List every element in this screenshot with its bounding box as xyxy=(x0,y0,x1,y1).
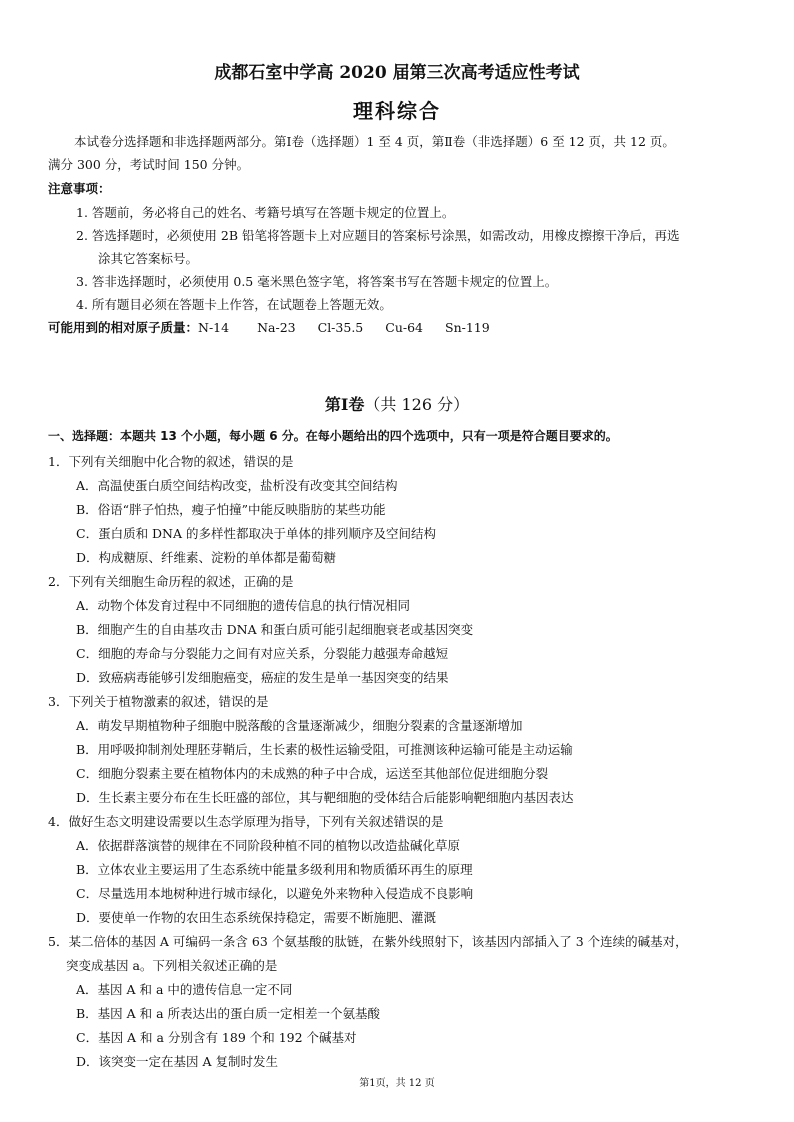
question-option: C．细胞分裂素主要在植物体内的未成熟的种子中合成，运送至其他部位促进细胞分裂 xyxy=(76,766,549,781)
question-option: B．立体农业主要运用了生态系统中能量多级利用和物质循环再生的原理 xyxy=(76,862,473,877)
atomic-mass-line xyxy=(48,316,490,339)
question-option: A．动物个体发育过程中不同细胞的遗传信息的执行情况相同 xyxy=(76,598,411,613)
notes-heading: 注意事项： xyxy=(48,181,111,196)
atomic-mass-value: N-14 xyxy=(198,320,230,335)
question-option: D．构成糖原、纤维素、淀粉的单体都是葡萄糖 xyxy=(76,550,337,565)
notes-item-continuation: 涂其它答案标号。 xyxy=(98,251,199,266)
notes-item: 4. 所有题目必须在答题卡上作答，在试题卷上答题无效。 xyxy=(76,297,392,312)
question-option: D．要使单一作物的农田生态系统保持稳定，需要不断施肥、灌溉 xyxy=(76,910,437,925)
section-title: 第Ⅰ卷 xyxy=(324,395,365,414)
atomic-mass-label: 可能用到的相对原子质量： xyxy=(48,320,199,335)
atomic-mass-value: Cu-64 xyxy=(385,320,423,335)
exam-subject: 理科综合 xyxy=(353,99,441,123)
notes-item: 3. 答非选择题时，必须使用 0.5 毫米黑色签字笔，将答案书写在答题卡规定的位置上。 xyxy=(76,274,558,289)
question-option: C．基因 A 和 a 分别含有 189 个和 192 个碱基对 xyxy=(76,1030,357,1045)
atomic-mass-value: Na-23 xyxy=(257,320,296,335)
question-stem: 3．下列关于植物激素的叙述，错误的是 xyxy=(48,694,269,709)
atomic-mass-value: Sn-119 xyxy=(445,320,490,335)
question-stem-continuation: 突变成基因 a。下列相关叙述正确的是 xyxy=(66,958,278,973)
section-score: （共 126 分） xyxy=(364,395,470,414)
question-option: B．用呼吸抑制剂处理胚芽鞘后，生长素的极性运输受阻，可推测该种运输可能是主动运输 xyxy=(76,742,573,757)
question-stem: 2．下列有关细胞生命历程的叙述，正确的是 xyxy=(48,574,294,589)
question-stem: 1．下列有关细胞中化合物的叙述，错误的是 xyxy=(48,454,294,469)
section-heading xyxy=(0,392,794,415)
question-option: D．致癌病毒能够引发细胞癌变，癌症的发生是单一基因突变的结果 xyxy=(76,670,449,685)
exam-title: 成都石室中学高 2020 届第三次高考适应性考试 xyxy=(214,63,580,83)
question-option: A．萌发早期植物种子细胞中脱落酸的含量逐渐减少，细胞分裂素的含量逐渐增加 xyxy=(76,718,523,733)
intro-line-1: 本试卷分选择题和非选择题两部分。第Ⅰ卷（选择题）1 至 4 页，第Ⅱ卷（非选择题）6 至 12 页，共 12 页。 xyxy=(74,134,675,149)
question-option: C．尽量选用本地树种进行城市绿化，以避免外来物种入侵造成不良影响 xyxy=(76,886,474,901)
question-option: C．细胞的寿命与分裂能力之间有对应关系，分裂能力越强寿命越短 xyxy=(76,646,449,661)
notes-item: 2. 答选择题时，必须使用 2B 铅笔将答题卡上对应题目的答案标号涂黑，如需改动，用橡皮擦擦干净后，再选 xyxy=(76,228,680,243)
question-option: A．基因 A 和 a 中的遗传信息一定不同 xyxy=(76,982,293,997)
question-stem: 4．做好生态文明建设需要以生态学原理为指导，下列有关叙述错误的是 xyxy=(48,814,444,829)
question-option: B．基因 A 和 a 所表达出的蛋白质一定相差一个氨基酸 xyxy=(76,1006,381,1021)
question-option: B．俗语“胖子怕热，瘦子怕撞”中能反映脂肪的某些功能 xyxy=(76,502,386,517)
question-option: A．高温使蛋白质空间结构改变，盐析没有改变其空间结构 xyxy=(76,478,398,493)
question-option: D．该突变一定在基因 A 复制时发生 xyxy=(76,1054,278,1069)
question-option: B．细胞产生的自由基攻击 DNA 和蛋白质可能引起细胞衰老或基因突变 xyxy=(76,622,474,637)
question-stem: 5．某二倍体的基因 A 可编码一条含 63 个氨基酸的肽链，在紫外线照射下，该基因内部插入了 3 个连续的碱基对， xyxy=(48,934,688,949)
notes-item: 1. 答题前，务必将自己的姓名、考籍号填写在答题卡规定的位置上。 xyxy=(76,205,455,220)
atomic-mass-value: Cl-35.5 xyxy=(317,320,364,335)
question-option: A．依据群落演替的规律在不同阶段种植不同的植物以改造盐碱化草原 xyxy=(76,838,461,853)
page-footer: 第1页，共 12 页 xyxy=(359,1078,435,1089)
question-option: C．蛋白质和 DNA 的多样性都取决于单体的排列顺序及空间结构 xyxy=(76,526,436,541)
intro-line-2: 满分 300 分，考试时间 150 分钟。 xyxy=(48,157,250,172)
question-option: D．生长素主要分布在生长旺盛的部位，其与靶细胞的受体结合后能影响靶细胞内基因表达 xyxy=(76,790,574,805)
section-instruction: 一、选择题：本题共 13 个小题，每小题 6 分。在每小题给出的四个选项中，只有一项是符合题目要求的。 xyxy=(48,429,618,443)
